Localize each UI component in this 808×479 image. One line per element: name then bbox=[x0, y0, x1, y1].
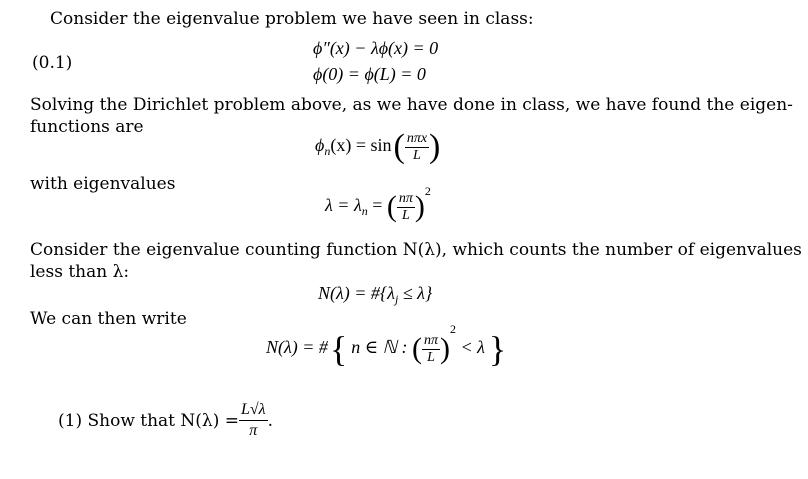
eigenfunction-mid: (x) = sin bbox=[330, 135, 392, 156]
eigenvalue-subscript: n bbox=[361, 204, 368, 219]
ode-equation: ϕ″(x) − λϕ(x) = 0 bbox=[313, 38, 439, 58]
boundary-conditions: ϕ(0) = ϕ(L) = 0 bbox=[313, 64, 426, 84]
paragraph-2-line-1: Consider the eigenvalue counting function N(λ), which counts the number of eigenvalues bbox=[30, 240, 802, 260]
exercise-fraction bbox=[239, 402, 268, 439]
set-numerator: nπ bbox=[423, 332, 438, 348]
with-eigenvalues-text: with eigenvalues bbox=[30, 174, 176, 194]
eigenfunction-numerator: nπx bbox=[406, 130, 428, 146]
exercise-period: . bbox=[267, 410, 273, 431]
equation-label: (0.1) bbox=[32, 53, 73, 73]
eigenvalue-equation bbox=[325, 184, 431, 224]
set-inner: n ∈ ℕ : bbox=[351, 337, 412, 358]
set-less-than: < λ bbox=[455, 337, 485, 358]
counting-text: N(λ) = #{λ bbox=[318, 283, 395, 303]
eigenvalue-fraction bbox=[397, 192, 415, 223]
eigenfunction-equation bbox=[315, 128, 440, 166]
left-brace: { bbox=[329, 329, 348, 369]
exercise-numerator: L√λ bbox=[239, 402, 268, 421]
eigenfunction-subscript: n bbox=[324, 144, 331, 159]
eigenvalue-denominator: L bbox=[402, 207, 410, 223]
eigenvalue-power: 2 bbox=[424, 184, 431, 198]
right-paren: ) bbox=[439, 332, 450, 365]
left-paren: ( bbox=[393, 128, 405, 165]
exercise-denominator: π bbox=[249, 422, 258, 439]
paragraph-1-line-1: Solving the Dirichlet problem above, as we have done in class, we have found the eigen- bbox=[30, 95, 793, 115]
left-paren: ( bbox=[411, 332, 422, 365]
paragraph-1-line-2: functions are bbox=[30, 117, 144, 137]
eigenfunction-fraction bbox=[405, 132, 429, 163]
set-power: 2 bbox=[449, 322, 456, 336]
set-lhs: N(λ) = # bbox=[266, 337, 328, 358]
counting-function-definition bbox=[318, 283, 432, 304]
eigenvalue-equals: = bbox=[367, 195, 387, 216]
set-fraction bbox=[422, 334, 440, 365]
eigenvalue-lhs: λ = λ bbox=[325, 195, 362, 216]
eigenfunction-lhs: ϕ bbox=[315, 135, 325, 156]
right-paren: ) bbox=[429, 128, 441, 165]
intro-text: Consider the eigenvalue problem we have seen in class: bbox=[50, 9, 534, 29]
set-form-equation bbox=[266, 322, 507, 370]
exercise-label: (1) Show that N(λ) = bbox=[58, 410, 239, 431]
counting-rest: ≤ λ} bbox=[398, 283, 433, 303]
counting-subscript: j bbox=[394, 292, 399, 306]
exercise-1 bbox=[58, 402, 273, 439]
eigenfunction-denominator: L bbox=[413, 147, 421, 163]
eigenvalue-numerator: nπ bbox=[398, 190, 413, 206]
right-paren: ) bbox=[414, 190, 425, 223]
left-paren: ( bbox=[386, 190, 397, 223]
paragraph-2-line-2: less than λ: bbox=[30, 262, 130, 282]
we-can-write-text: We can then write bbox=[30, 309, 187, 329]
set-denominator: L bbox=[427, 349, 435, 365]
right-brace: } bbox=[488, 329, 507, 369]
